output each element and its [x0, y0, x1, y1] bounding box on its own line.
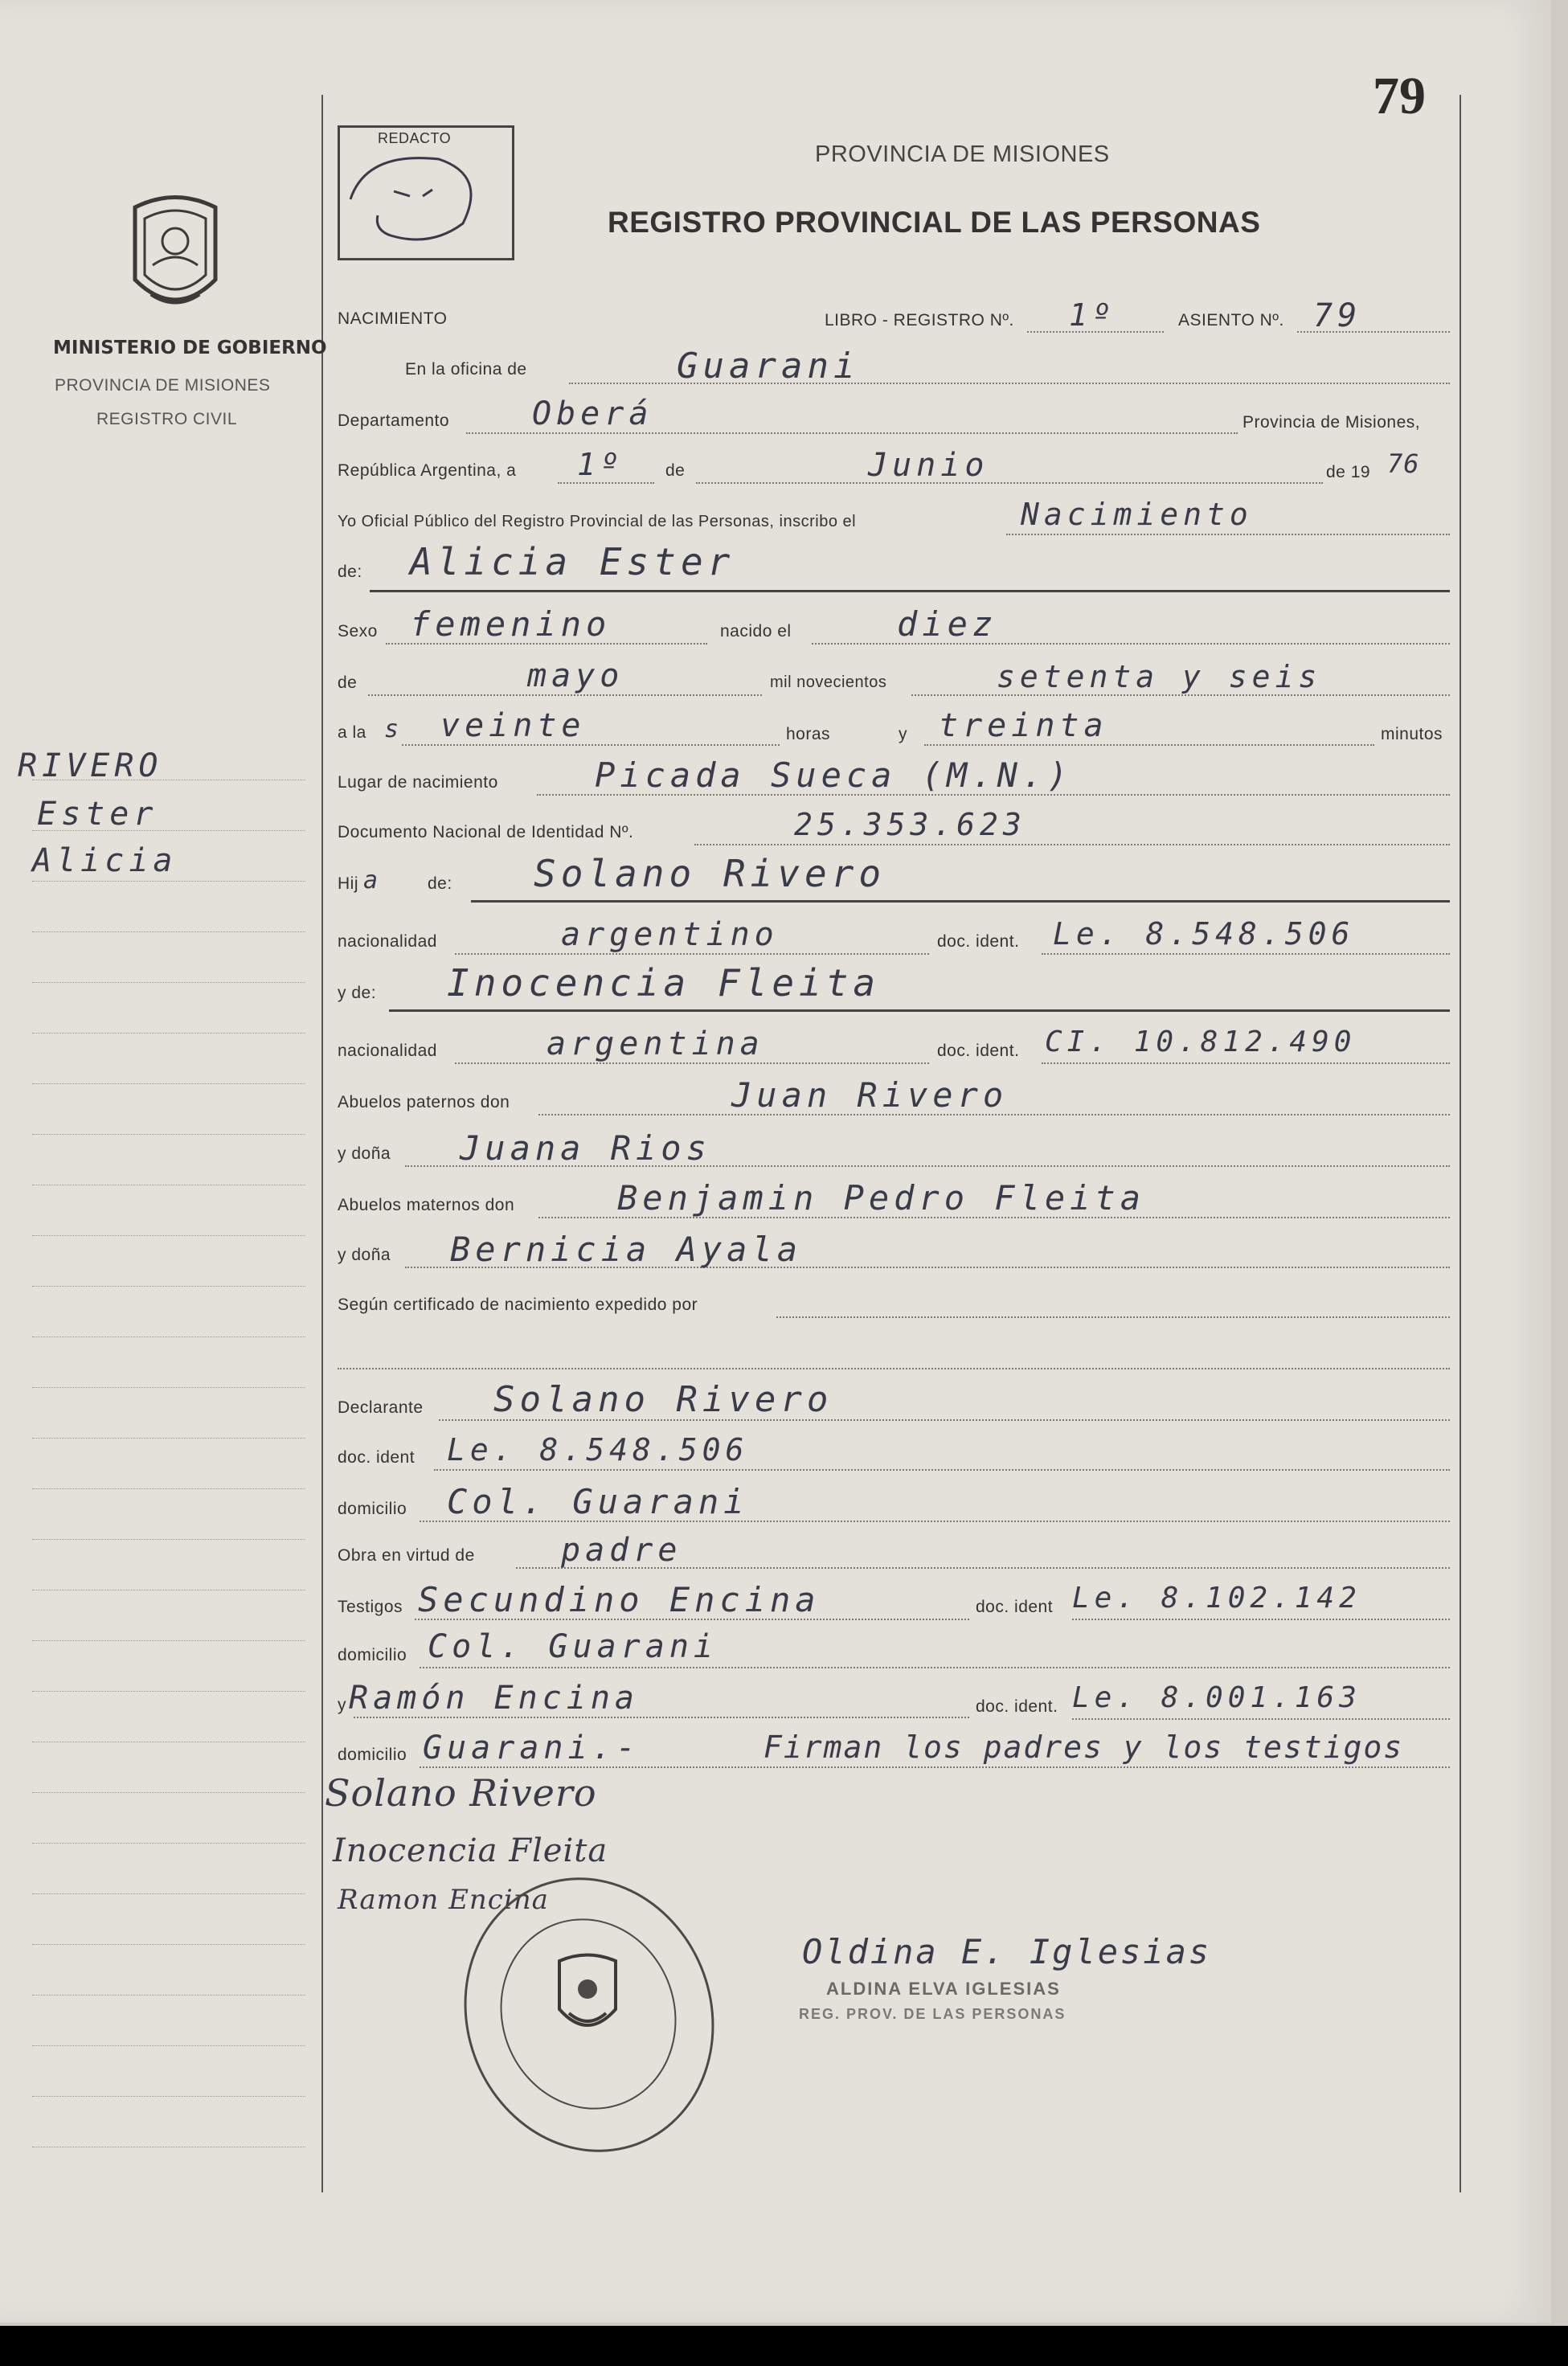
- margin-rule-line: [32, 1691, 305, 1692]
- official-stamp-name: ALDINA ELVA IGLESIAS: [826, 1979, 1061, 1999]
- provincial-seal-icon: [119, 191, 231, 320]
- docid-label: doc. ident: [338, 1448, 416, 1467]
- doct1-value: Le. 8.102.142: [1072, 1582, 1361, 1615]
- dni-value: 25.353.623: [794, 807, 1026, 842]
- footer-strip: [0, 2326, 1568, 2366]
- margin-note-name1: Alicia: [32, 842, 178, 879]
- obra-value: padre: [561, 1532, 682, 1569]
- declarante-value: Solano Rivero: [493, 1379, 833, 1420]
- madre-value: Inocencia Fleita: [447, 961, 881, 1005]
- nac1-label: nacionalidad: [338, 932, 437, 951]
- alas-suffix: s: [384, 715, 404, 743]
- nacido-label: nacido el: [720, 622, 792, 641]
- lugar-label: Lugar de nacimiento: [338, 773, 498, 792]
- domicilio-label: domicilio: [338, 1500, 407, 1518]
- mes-nac-value: mayo: [527, 657, 624, 694]
- signature-witness: Ramon Encina: [338, 1884, 549, 1916]
- margin-rule-line: [32, 2045, 305, 2046]
- doc2-label: doc. ident.: [937, 1042, 1020, 1060]
- dni-line: [694, 844, 1450, 845]
- yde-label: y de:: [338, 984, 377, 1002]
- margin-rule-line: [32, 881, 305, 882]
- hora-value: veinte: [440, 707, 586, 744]
- acto-value: Nacimiento: [1021, 497, 1253, 532]
- testigo2-line: [354, 1717, 969, 1718]
- redacto-label: REDACTO: [378, 130, 452, 146]
- libro-value: 1º: [1069, 297, 1116, 333]
- obra-label: Obra en virtud de: [338, 1546, 475, 1565]
- doct2-value: Le. 8.001.163: [1072, 1681, 1361, 1714]
- libro-label: LIBRO - REGISTRO Nº.: [825, 311, 1014, 330]
- dia-line: [558, 482, 654, 484]
- abm-label: Abuelos maternos don: [338, 1196, 515, 1214]
- doct2-label: doc. ident.: [976, 1697, 1058, 1716]
- margin-rule-line: [32, 1083, 305, 1084]
- margin-rule-line: [32, 1843, 305, 1844]
- nac2-value: argentina: [547, 1025, 764, 1062]
- hora-line: [402, 744, 780, 746]
- page-number: 79: [1373, 67, 1426, 125]
- header-province: PROVINCIA DE MISIONES: [815, 141, 1110, 167]
- margin-rule-line: [32, 1792, 305, 1793]
- abp-label: Abuelos paternos don: [338, 1093, 510, 1111]
- doct2-line: [1072, 1718, 1450, 1720]
- hijo-suffix: a: [363, 866, 383, 894]
- padre-value: Solano Rivero: [534, 852, 886, 895]
- min-line: [924, 744, 1374, 746]
- ydona1-label: y doña: [338, 1144, 391, 1163]
- doc2-line: [1042, 1062, 1450, 1064]
- mes-line: [696, 482, 1323, 484]
- dni-label: Documento Nacional de Identidad Nº.: [338, 823, 634, 841]
- signature-mother: Inocencia Fleita: [333, 1832, 608, 1869]
- declarante-label: Declarante: [338, 1398, 424, 1417]
- dom2-line: [420, 1766, 1450, 1768]
- nac2-label: nacionalidad: [338, 1042, 437, 1060]
- ministry-title: MINISTERIO DE GOBIERNO: [53, 338, 327, 358]
- doc1-line: [1042, 953, 1450, 955]
- right-frame-line: [1460, 95, 1461, 2192]
- asiento-value: 79: [1313, 297, 1362, 334]
- doc1-label: doc. ident.: [937, 932, 1020, 951]
- doct1-line: [1072, 1619, 1450, 1620]
- abp-value: Juan Rivero: [731, 1075, 1009, 1115]
- de-mes-label: de: [665, 461, 686, 480]
- dom2-value: Guarani.-: [423, 1729, 641, 1766]
- firman-value: Firman los padres y los testigos: [764, 1729, 1404, 1765]
- margin-note-name2: Ester: [37, 796, 158, 833]
- testigos-label: Testigos: [338, 1598, 403, 1616]
- anio-nac-line: [911, 694, 1450, 696]
- anio-label: de 19: [1326, 463, 1371, 481]
- dom1-value: Col. Guarani: [428, 1628, 718, 1665]
- y-label: y: [899, 725, 907, 743]
- doc1-value: Le. 8.548.506: [1053, 916, 1355, 952]
- margin-rule-line: [32, 2096, 305, 2097]
- min-value: treinta: [939, 707, 1108, 744]
- hijo-label: Hij: [338, 874, 358, 893]
- dom2-label: domicilio: [338, 1746, 407, 1764]
- segun-line: [776, 1316, 1450, 1318]
- anio-nac-value: setenta y seis: [997, 659, 1322, 694]
- redacto-initials-icon: [342, 143, 503, 252]
- dia-value: 1º: [577, 447, 624, 482]
- y-testigo-label: y: [338, 1696, 346, 1714]
- horas-label: horas: [786, 725, 831, 743]
- margin-rule-line: [32, 1944, 305, 1945]
- docid-line: [434, 1469, 1450, 1471]
- header-title: REGISTRO PROVINCIAL DE LAS PERSONAS: [608, 206, 1261, 239]
- nac2-line: [455, 1062, 929, 1064]
- margin-rule-line: [32, 982, 305, 983]
- signature-official: Oldina E. Iglesias: [802, 1932, 1212, 1971]
- ministry-province: PROVINCIA DE MISIONES: [55, 376, 271, 395]
- alas-label: a la: [338, 723, 366, 742]
- departamento-value: Oberá: [532, 395, 653, 432]
- ydona2-label: y doña: [338, 1246, 391, 1264]
- sexo-label: Sexo: [338, 622, 378, 641]
- margin-rule-line: [32, 1438, 305, 1439]
- oficina-value: Guarani: [677, 346, 860, 387]
- left-frame-line: [321, 95, 323, 2192]
- oficina-label: En la oficina de: [405, 360, 527, 379]
- segun-label: Según certificado de nacimiento expedido por: [338, 1296, 698, 1314]
- sexo-value: femenino: [410, 604, 612, 644]
- mil-label: mil novecientos: [770, 673, 887, 691]
- de-nombre-label: de:: [338, 563, 362, 581]
- padre-line: [471, 900, 1450, 903]
- asiento-label: ASIENTO Nº.: [1178, 311, 1284, 330]
- acto-line: [1006, 534, 1450, 535]
- departamento-label: Departamento: [338, 411, 450, 430]
- abm2-value: Bernicia Ayala: [450, 1230, 803, 1269]
- margin-rule-line: [32, 1033, 305, 1034]
- dom1-label: domicilio: [338, 1646, 407, 1664]
- nacimiento-label: NACIMIENTO: [338, 309, 448, 328]
- margin-rule-line: [32, 931, 305, 932]
- mes-value: Junio: [868, 447, 989, 484]
- margin-rule-line: [32, 1286, 305, 1287]
- signature-father: Solano Rivero: [325, 1771, 597, 1815]
- doct1-label: doc. ident: [976, 1598, 1054, 1616]
- anio-value: 76: [1387, 448, 1420, 479]
- de-padre-label: de:: [428, 874, 452, 893]
- mes-nac-line: [368, 694, 762, 696]
- abm-value: Benjamin Pedro Fleita: [617, 1178, 1146, 1218]
- testigo2-value: Ramón Encina: [349, 1680, 639, 1717]
- lugar-value: Picada Sueca (M.N.): [595, 755, 1073, 795]
- domicilio-value: Col. Guarani: [447, 1482, 749, 1521]
- de-mes-nac-label: de: [338, 673, 358, 692]
- margin-rule-line: [32, 1488, 305, 1489]
- madre-line: [389, 1009, 1450, 1012]
- doc2-value: CI. 10.812.490: [1045, 1025, 1357, 1058]
- margin-rule-line: [32, 1893, 305, 1894]
- margin-rule-line: [32, 1235, 305, 1236]
- republica-label: República Argentina, a: [338, 461, 517, 480]
- nombre-line: [370, 590, 1450, 592]
- nombre-value: Alicia Ester: [410, 540, 735, 583]
- margin-rule-line: [32, 1640, 305, 1641]
- nac1-value: argentino: [561, 916, 779, 953]
- minutos-label: minutos: [1381, 725, 1443, 743]
- docid-value: Le. 8.548.506: [447, 1432, 749, 1467]
- margin-note-surname: RIVERO: [18, 747, 163, 784]
- departamento-line: [466, 432, 1238, 434]
- margin-rule-line: [32, 1387, 305, 1388]
- dom1-line: [420, 1667, 1450, 1668]
- abp2-value: Juana Rios: [460, 1128, 711, 1168]
- margin-rule-line: [32, 1539, 305, 1540]
- margin-rule-line: [32, 1995, 305, 1996]
- seal-emblem-icon: [551, 1953, 624, 2041]
- nacido-value: diez: [897, 604, 998, 644]
- ministry-office: REGISTRO CIVIL: [96, 410, 238, 428]
- segun-line-2: [338, 1368, 1450, 1369]
- margin-rule-line: [32, 1134, 305, 1135]
- testigo1-value: Secundino Encina: [418, 1580, 821, 1619]
- nac1-line: [455, 953, 929, 955]
- official-stamp-role: REG. PROV. DE LAS PERSONAS: [799, 2006, 1066, 2022]
- oficial-label: Yo Oficial Público del Registro Provincial de las Personas, inscribo el: [338, 513, 857, 530]
- provincia-label: Provincia de Misiones,: [1243, 413, 1421, 432]
